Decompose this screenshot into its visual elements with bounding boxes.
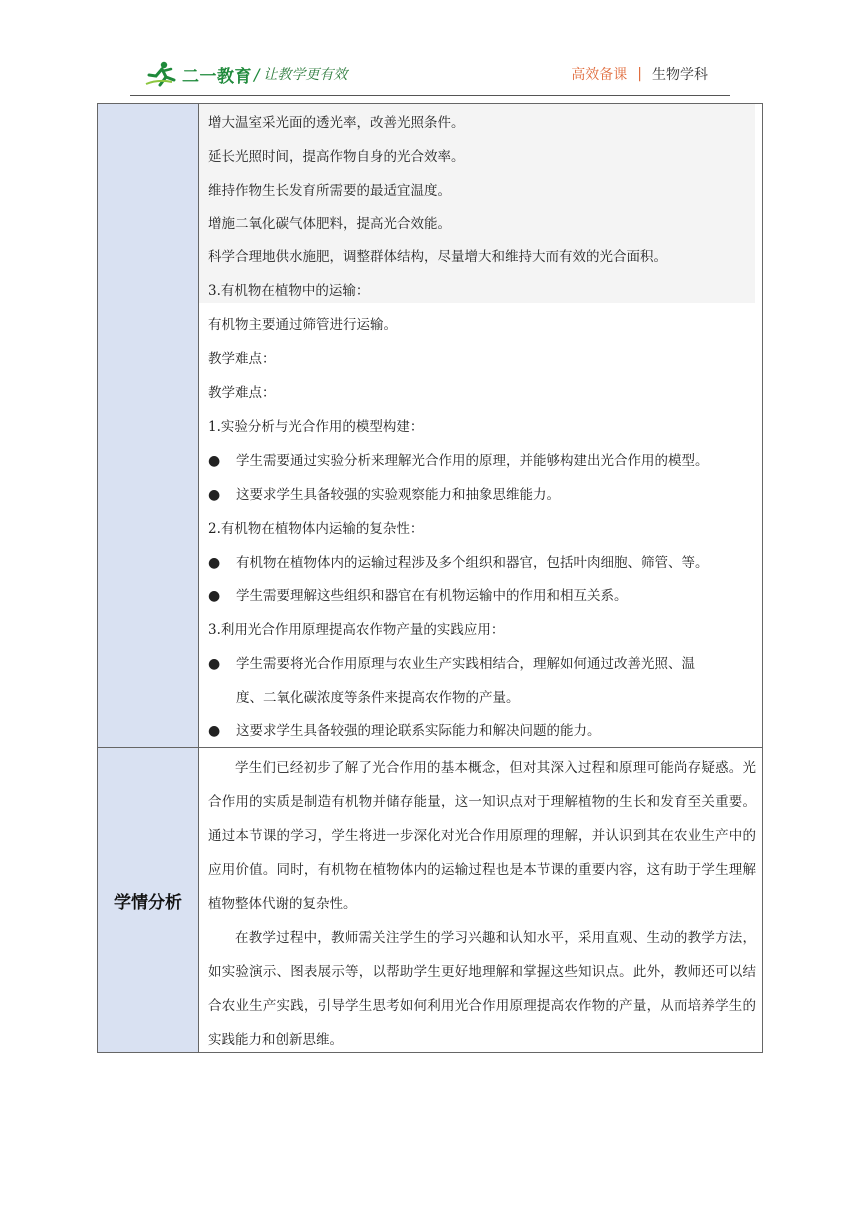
header-subject: 生物学科 <box>652 67 708 83</box>
bullet-icon: ● <box>208 555 221 571</box>
text-line: 2.有机物在植物体内运输的复杂性： <box>208 521 424 537</box>
bullet-icon: ● <box>208 588 221 604</box>
brand-slash: / <box>254 64 260 84</box>
bullet-item <box>208 721 601 741</box>
bullet-text: 这要求学生具备较强的理论联系实际能力和解决问题的能力。 <box>236 723 601 739</box>
bullet-icon: ● <box>208 656 221 672</box>
paragraph: 在教学过程中，教师需关注学生的学习兴趣和认知水平，采用直观、生动的教学方法，如实验演示、图表展示等，以帮助学生更好地理解和掌握这些知识点。此外，教师还可以结合农业生产实践，引导学生思考如何利用光合作用原理提高农作物的产量，从而培养学生的实践能力和创新思维。 <box>208 930 756 1048</box>
text-line: 有机物主要通过筛管进行运输。 <box>208 317 397 333</box>
header-right <box>571 64 708 84</box>
row-content-cell <box>199 104 763 748</box>
row-label-cell <box>98 748 199 1053</box>
table-row <box>98 104 763 748</box>
page-header <box>130 52 730 98</box>
student-analysis-content <box>199 748 762 1052</box>
header-divider <box>130 95 730 96</box>
text-line: 维持作物生长发育所需要的最适宜温度。 <box>208 183 451 199</box>
lesson-table <box>97 103 763 1053</box>
text-line: 增施二氧化碳气体肥料，提高光合效能。 <box>208 216 451 232</box>
bullet-item <box>208 485 560 505</box>
running-figure-icon <box>144 60 180 88</box>
row-label-cell <box>98 104 199 748</box>
text-line: 教学难点： <box>208 351 276 367</box>
bullet-text: 学生需要理解这些组织和器官在有机物运输中的作用和相互关系。 <box>236 588 628 604</box>
brand-name: 二一教育 <box>182 66 252 87</box>
logo <box>144 60 347 88</box>
text-line: 增大温室采光面的透光率，改善光照条件。 <box>208 115 465 131</box>
bullet-text: 这要求学生具备较强的实验观察能力和抽象思维能力。 <box>236 487 560 503</box>
bullet-item <box>208 586 628 606</box>
bullet-item <box>208 451 709 471</box>
key-points-content <box>199 104 762 747</box>
table-row <box>98 748 763 1053</box>
header-highlight: 高效备课 <box>571 67 628 83</box>
bullet-text: 学生需要通过实验分析来理解光合作用的原理，并能够构建出光合作用的模型。 <box>236 453 709 469</box>
bullet-text: 学生需要将光合作用原理与农业生产实践相结合，理解如何通过改善光照、温 <box>236 656 695 672</box>
text-line: 科学合理地供水施肥，调整群体结构，尽量增大和维持大而有效的光合面积。 <box>208 249 667 265</box>
row-content-cell <box>199 748 763 1053</box>
text-line: 3.有机物在植物中的运输： <box>208 283 370 299</box>
bullet-item <box>208 553 709 573</box>
header-separator: | <box>637 66 642 82</box>
paragraph: 学生们已经初步了解了光合作用的基本概念，但对其深入过程和原理可能尚存疑惑。光合作用的实质是制造有机物并储存能量，这一知识点对于理解植物的生长和发育至关重要。通过本节课的学习，学生将进一步深化对光合作用原理的理解，并认识到其在农业生产中的应用价值。同时，有机物在植物体内的运输过程也是本节课的重要内容，这有助于学生理解植物整体代谢的复杂性。 <box>208 760 756 912</box>
row-label: 学情分析 <box>114 892 182 913</box>
bullet-item <box>208 654 695 674</box>
text-line: 3.利用光合作用原理提高农作物产量的实践应用： <box>208 622 505 638</box>
bullet-icon: ● <box>208 487 221 503</box>
text-line: 延长光照时间，提高作物自身的光合效率。 <box>208 149 465 165</box>
bullet-icon: ● <box>208 453 221 469</box>
text-line: 教学难点： <box>208 385 276 401</box>
bullet-text: 有机物在植物体内的运输过程涉及多个组织和器官，包括叶肉细胞、筛管、等。 <box>236 555 709 571</box>
bullet-icon: ● <box>208 723 221 739</box>
shaded-block <box>199 104 755 303</box>
slogan: 让教学更有效 <box>263 67 348 83</box>
text-line-continued: 度、二氧化碳浓度等条件来提高农作物的产量。 <box>236 690 520 706</box>
text-line: 1.实验分析与光合作用的模型构建： <box>208 419 424 435</box>
